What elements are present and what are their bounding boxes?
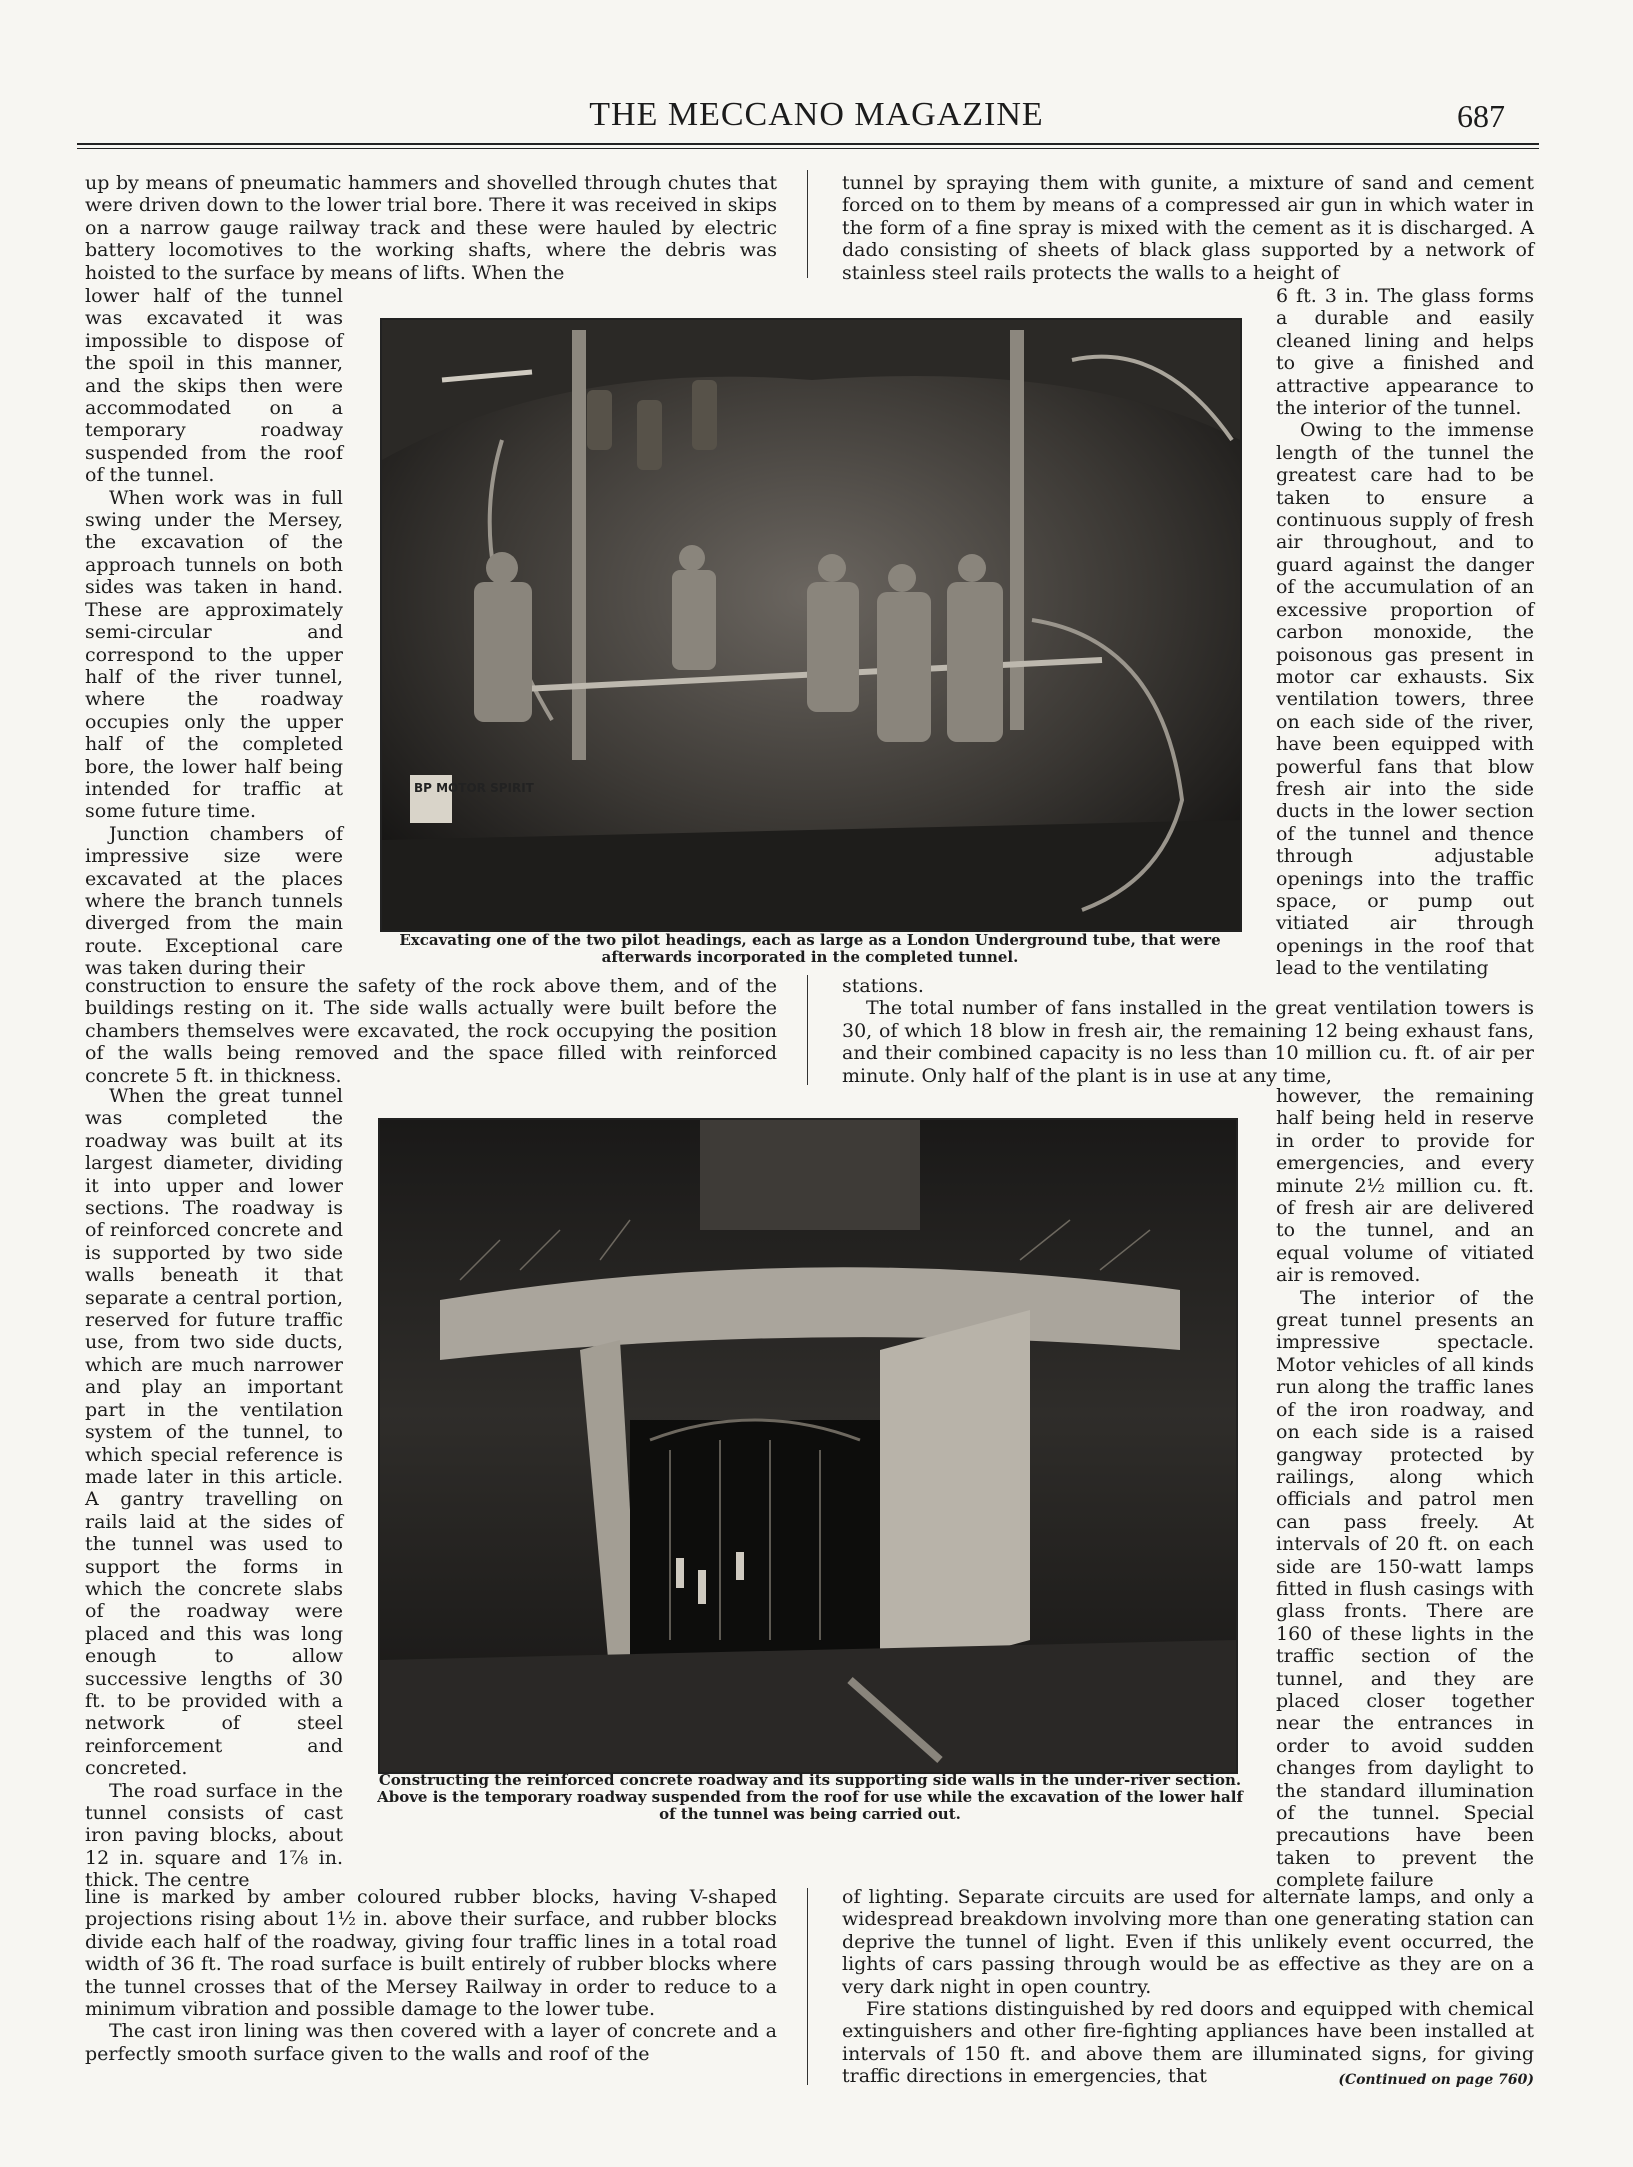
left-text-middle [85,975,777,1087]
paragraph: When the great tunnel was completed the roadway was built at its largest diameter, dividing it into upper and lower sections. The roadway is of reinforced concrete and is supported by two side walls beneath it that separate a central portion, reserved for future traffic use, from two side ducts, which are much narrower and play an important part in the ventilation system of the tunnel, to which special reference is made later in this article. A gantry travelling on rails laid at the sides of the tunnel was used to support the forms in which the concrete slabs of the roadway were placed and this was long enough to allow successive lengths of 30 ft. to be provided with a network of steel reinforcement and concreted. [85,1085,343,1780]
right-text-bottom [842,1886,1534,2091]
paragraph: line is marked by amber coloured rubber blocks, having V-shaped projections rising about 1½ in. above their surface, and rubber blocks divide each half of the roadway, giving four traffic lines in a total road width of 36 ft. The road surface is built entirely of rubber blocks where the tunnel crosses that of the Mersey Railway in order to reduce to a minimum vibration and possible damage to the lower tube. [85,1886,777,2021]
photo-caption-2: Constructing the reinforced concrete roadway and its supporting side walls in the under-river section. Above is the temporary roadway suspended from the roof for use while the excavation of the lower half of the tunnel was being carried out. [377,1771,1243,1823]
paragraph: Junction chambers of impressive size were excavated at the places where the branch tunnels diverged from the main route. Exceptional care was taken during their [85,822,343,980]
paragraph: however, the remaining half being held in reserve in order to provide for emergencies, and every minute 2½ million cu. ft. of fresh air are delivered to the tunnel, and an equal volume of vitiated air is removed. [1276,1085,1534,1287]
left-text-narrow-2 [85,1085,343,1892]
photo-caption-1: Excavating one of the two pilot headings, each as large as a London Underground tube, that were afterwards incorporated in the completed tunnel. [399,931,1221,966]
paragraph: construction to ensure the safety of the rock above them, and of the buildings resting on it. The side walls actually were built before the chambers themselves were excavated, the rock occupying the position of the walls being removed and the space filled with reinforced concrete 5 ft. in thickness. [85,975,777,1087]
paragraph: The interior of the great tunnel presents an impressive spectacle. Motor vehicles of all kinds run along the traffic lanes of the iron roadway, and on each side is a raised gangway protected by railings, along which officials and patrol men can pass freely. At intervals of 20 ft. on each side are 150-watt lamps fitted in flush casings with glass fronts. There are 160 of these lights in the traffic section of the tunnel, and they are placed closer together near the entrances in order to avoid sudden changes from daylight to the standard illumination of the tunnel. Special precautions have been taken to prevent the complete failure [1276,1286,1534,1892]
column-divider-bottom [807,1888,808,2085]
continued-note: (Continued on page 760) [1338,2071,1534,2088]
header-rule [77,143,1539,145]
right-text-top [842,172,1534,284]
left-text-bottom [85,1886,777,2065]
paragraph: 6 ft. 3 in. The glass forms a durable and easily cleaned lining and helps to give a finished and attractive appearance to the interior of the tunnel. [1276,285,1534,420]
paragraph: Owing to the immense length of the tunnel the greatest care had to be taken to ensure a continuous supply of fresh air throughout, and to guard against the danger of the accumulation of an excessive proportion of carbon monoxide, the poisonous gas present in motor car exhausts. Six ventilation towers, three on each side of the river, have been equipped with powerful fans that blow fresh air into the side ducts in the lower section of the tunnel and thence through adjustable openings into the traffic space, or pump out vitiated air through openings in the roof that lead to the ventilating [1276,419,1534,980]
right-text-middle [842,975,1534,1087]
paragraph: tunnel by spraying them with gunite, a mixture of sand and cement forced on to them by means of a compressed air gun in which water in the form of a fine spray is mixed with the cement as it is discharged. A dado consisting of sheets of black glass supported by a network of stainless steel rails protects the walls to a height of [842,172,1534,284]
photo-constructing-roadway [378,1118,1238,1774]
paragraph: up by means of pneumatic hammers and shovelled through chutes that were driven down to the lower trial bore. There it was received in skips on a narrow gauge railway track and these were hauled by electric battery locomotives to the working shafts, where the debris was hoisted to the surface by means of lifts. When the [85,172,777,284]
page-title: THE MECCANO MAGAZINE [589,96,1044,133]
paragraph: The road surface in the tunnel consists of cast iron paving blocks, about 12 in. square and 1⅞ in. thick. The centre [85,1779,343,1892]
paragraph: of lighting. Separate circuits are used for alternate lamps, and only a widespread breakdown involving more than one generating station can deprive the tunnel of light. Even if this unlikely event occurred, the lights of cars passing through would be as effective as they are on a very dark night in open country. [842,1886,1534,1998]
paragraph: When work was in full swing under the Mersey, the excavation of the approach tunnels on both sides was taken in hand. These are approximately semi-circular and correspond to the upper half of the river tunnel, where the roadway occupies only the upper half of the completed bore, the lower half being intended for traffic at some future time. [85,486,343,823]
paragraph: stations. [842,975,924,997]
column-divider-top [807,170,808,278]
column-divider-middle [807,975,808,1085]
page-number: 687 [1457,98,1505,134]
header-rule-thin [77,148,1539,149]
photo-excavating-pilot-heading [380,318,1242,932]
paragraph: The total number of fans installed in the great ventilation towers is 30, of which 18 blow in fresh air, the remaining 12 being exhaust fans, and their combined capacity is no less than 10 million cu. ft. of air per minute. Only half of the plant is in use at any time, [842,997,1534,1087]
right-text-narrow-1 [1276,285,1534,980]
left-text-narrow-1 [85,285,343,980]
tin-label: BP MOTOR SPIRIT [414,781,534,795]
paragraph: The cast iron lining was then covered with a layer of concrete and a perfectly smooth surface given to the walls and roof of the [85,2020,777,2065]
right-text-narrow-2 [1276,1085,1534,1892]
paragraph: lower half of the tunnel was excavated it was impossible to dispose of the spoil in this manner, and the skips then were accommodated on a temporary roadway suspended from the roof of the tunnel. [85,285,343,487]
left-text-top [85,172,777,284]
paragraph: Fire stations distinguished by red doors and equipped with chemical extinguishers and other fire-fighting appliances have been installed at intervals of 150 ft. and above them are illuminated signs, for giving traffic directions in emergencies, that [842,1998,1534,2088]
